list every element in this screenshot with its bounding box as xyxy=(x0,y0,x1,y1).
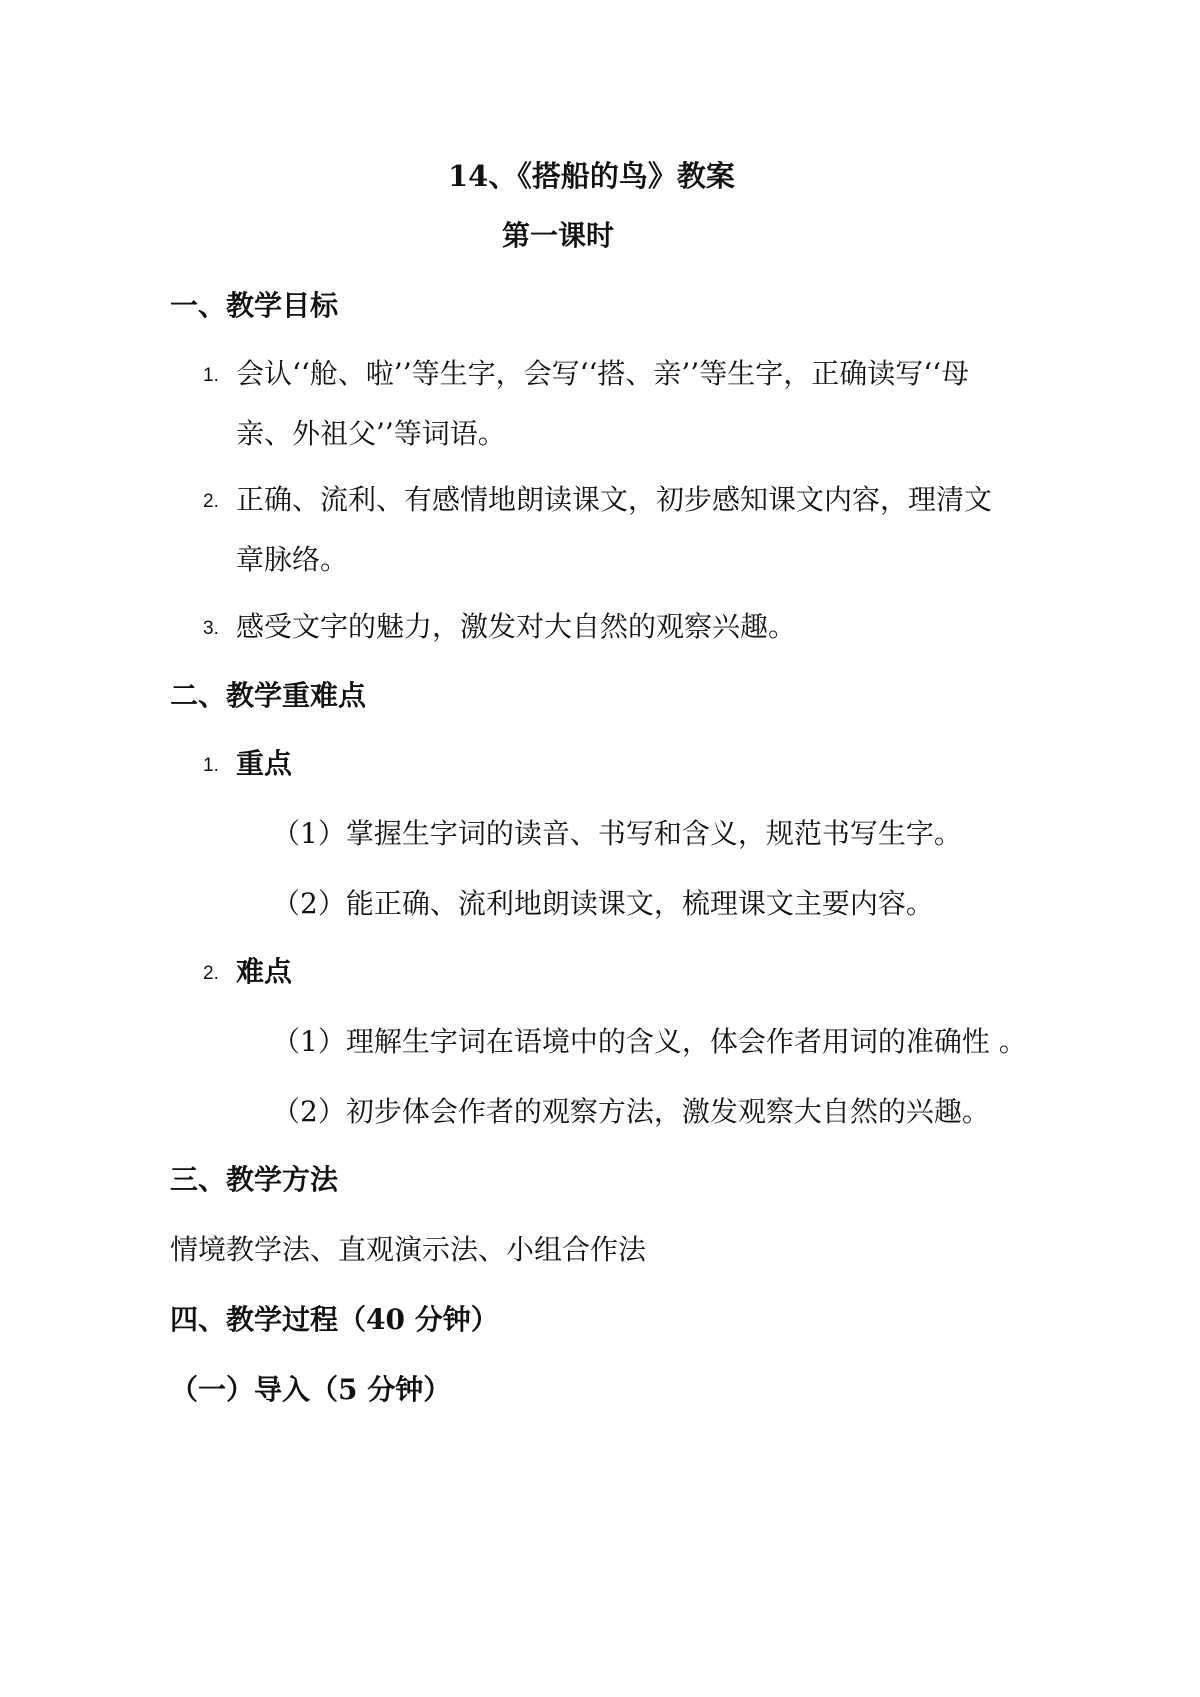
objective-text: 会认‘‘舱、啦’’等生字，会写‘‘搭、亲’’等生字，正确读写‘‘母 xyxy=(236,357,970,390)
section-heading-process: 四、教学过程（40 分钟） xyxy=(170,1303,499,1336)
objective-text-continued: 亲、外祖父’’等词语。 xyxy=(236,417,506,450)
section-heading-key-points: 二、教学重难点 xyxy=(170,679,367,712)
focus-item: （2）能正确、流利地朗读课文，梳理课文主要内容。 xyxy=(272,887,934,920)
focus-number: 1. xyxy=(203,755,219,776)
objective-text: 正确、流利、有感情地朗读课文，初步感知课文内容，理清文 xyxy=(236,483,993,516)
document-title: 14、《搭船的鸟》教案 xyxy=(448,159,735,193)
section-heading-objectives: 一、教学目标 xyxy=(170,289,339,322)
objective-text-continued: 章脉络。 xyxy=(236,543,349,576)
difficulty-item: （2）初步体会作者的观察方法，激发观察大自然的兴趣。 xyxy=(272,1095,990,1128)
methods-text: 情境教学法、直观演示法、小组合作法 xyxy=(170,1233,647,1266)
objective-text: 感受文字的魅力，激发对大自然的观察兴趣。 xyxy=(236,610,797,643)
section-heading-methods: 三、教学方法 xyxy=(170,1163,339,1196)
objective-number: 2. xyxy=(203,491,219,512)
lesson-period-subtitle: 第一课时 xyxy=(502,219,615,252)
difficulty-label: 难点 xyxy=(236,955,293,988)
subsection-heading-intro: （一）导入（5 分钟） xyxy=(170,1373,452,1406)
focus-label: 重点 xyxy=(236,747,293,780)
difficulty-number: 2. xyxy=(203,963,219,984)
objective-number: 1. xyxy=(203,365,219,386)
focus-item: （1）掌握生字词的读音、书写和含义，规范书写生字。 xyxy=(272,817,962,850)
objective-number: 3. xyxy=(203,618,219,639)
difficulty-item: （1）理解生字词在语境中的含义，体会作者用词的准确性 。 xyxy=(272,1025,1027,1058)
